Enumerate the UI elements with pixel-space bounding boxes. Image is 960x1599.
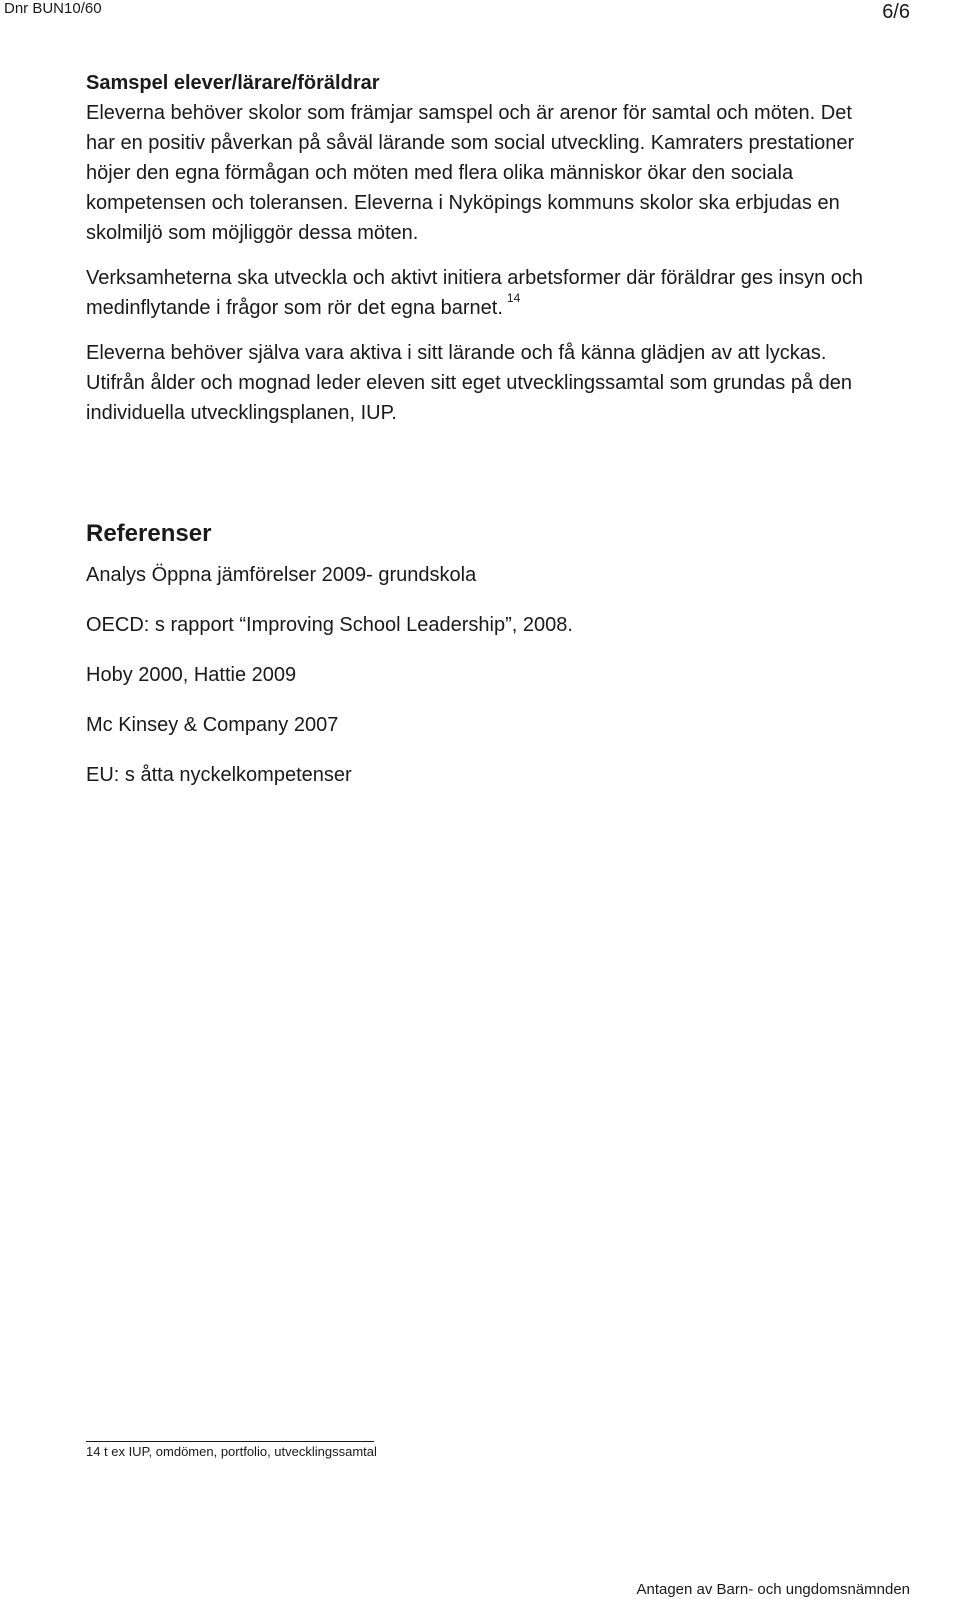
reference-item: EU: s åtta nyckelkompetenser (86, 764, 352, 786)
references-heading: Referenser (86, 520, 212, 547)
reference-item: Mc Kinsey & Company 2007 (86, 714, 339, 736)
paragraph-eleverna: Eleverna behöver själva vara aktiva i sitt lärande och få känna glädjen av att lyckas. Utifrån ålder och mognad leder eleven sitt eget utvecklingssamtal som grundas på den individuella utvecklingsplanen, IUP. (86, 342, 852, 424)
footnote-number: 14 (86, 1444, 101, 1459)
document-number: Dnr BUN10/60 (4, 0, 102, 17)
footer-approval-text: Antagen av Barn- och ungdomsnämnden (636, 1581, 910, 1598)
paragraph-verksamheterna-text: Verksamheterna ska utveckla och aktivt initiera arbetsformer där föräldrar ges insyn och medinflytande i frågor som rör det egna barnet. (86, 267, 864, 319)
paragraph-verksamheterna (86, 263, 866, 323)
main-content (86, 68, 866, 443)
footnote-text: t ex IUP, omdömen, portfolio, utvecklingssamtal (104, 1444, 377, 1459)
references-list (86, 560, 573, 810)
footnote (86, 1443, 377, 1461)
reference-item: OECD: s rapport “Improving School Leadership”, 2008. (86, 614, 573, 636)
footnote-reference[interactable]: 14 (506, 291, 521, 305)
page-number: 6/6 (882, 1, 910, 23)
reference-item: Hoby 2000, Hattie 2009 (86, 664, 297, 686)
section-title: Samspel elever/lärare/föräldrar (86, 72, 380, 94)
reference-item: Analys Öppna jämförelser 2009- grundskola (86, 564, 477, 586)
paragraph-samspel: Eleverna behöver skolor som främjar samspel och är arenor för samtal och möten. Det har en positiv påverkan på såväl lärande som social utveckling. Kamraters prestationer höjer den egna förmågan och möten med flera olika människor ökar den sociala kompetensen och toleransen. Eleverna i Nyköpings kommuns skolor ska erbjudas en skolmiljö som möjliggör dessa möten. (86, 102, 855, 244)
footnote-divider (86, 1441, 374, 1442)
